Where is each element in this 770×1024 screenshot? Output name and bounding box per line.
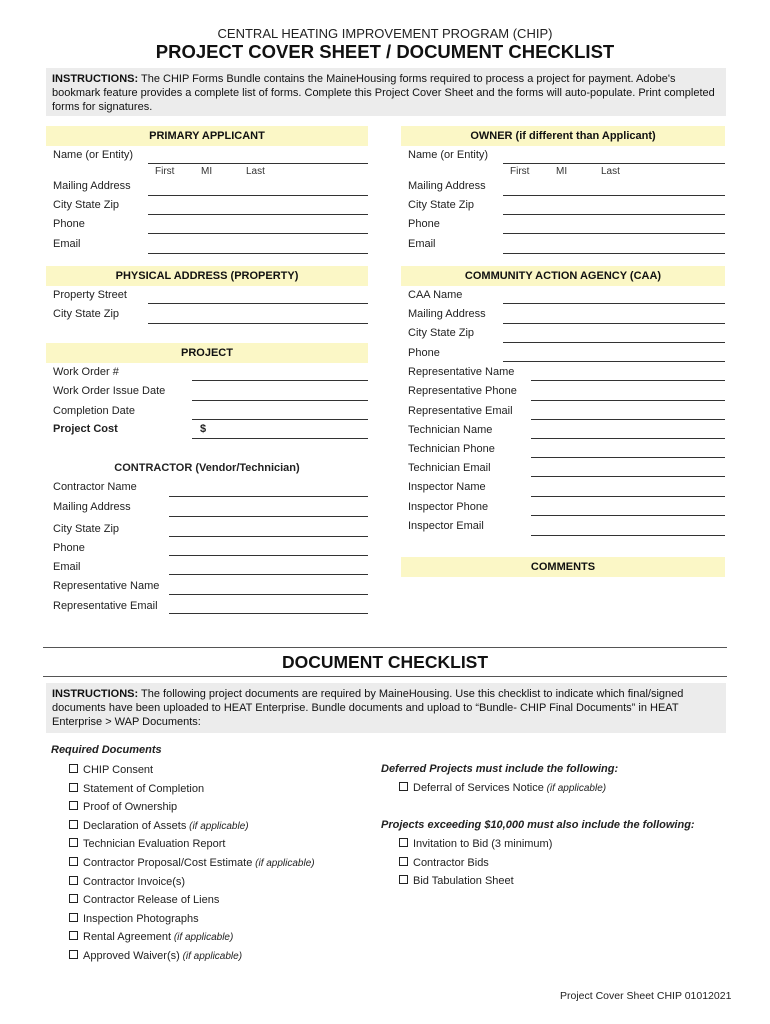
caa-tech-name-label: Technician Name (408, 424, 493, 436)
contractor-rep-name-field[interactable] (169, 594, 368, 595)
owner-name-label: Name (or Entity) (408, 149, 489, 161)
applicant-mailing-label: Mailing Address (53, 180, 131, 192)
checklist-instructions-label: INSTRUCTIONS: (52, 688, 139, 700)
property-street-label: Property Street (53, 289, 127, 301)
caa-phone-label: Phone (408, 347, 440, 359)
owner-mailing-label: Mailing Address (408, 180, 486, 192)
dollar-sign: $ (200, 423, 207, 435)
caa-city-field[interactable] (503, 342, 725, 343)
checklist-item-note: (if applicable) (179, 951, 243, 962)
property-city-field[interactable] (148, 323, 368, 324)
caa-mailing-label: Mailing Address (408, 308, 486, 320)
checklist-item[interactable] (69, 801, 177, 813)
contractor-rep-email-field[interactable] (169, 613, 368, 614)
owner-mailing-field[interactable] (503, 195, 725, 196)
checkbox[interactable] (69, 894, 78, 903)
checkbox[interactable] (69, 931, 78, 940)
applicant-email-label: Email (53, 238, 81, 250)
checklist-item-label: Declaration of Assets (83, 819, 187, 832)
contractor-rep-email-label: Representative Email (53, 600, 158, 612)
checklist-item-label: Contractor Proposal/Cost Estimate (83, 857, 253, 869)
exceeding-heading: Projects exceeding $10,000 must also include the following: (381, 819, 695, 831)
checklist-item[interactable] (69, 913, 199, 925)
checklist-item-label: Proof of Ownership (83, 801, 178, 814)
applicant-city-label: City State Zip (53, 199, 120, 211)
page-title: PROJECT COVER SHEET / DOCUMENT CHECKLIST (155, 41, 615, 62)
checklist-title: DOCUMENT CHECKLIST (281, 652, 489, 672)
owner-heading: OWNER (if different than Applicant) (401, 126, 725, 146)
caa-insp-email-label: Inspector Email (408, 520, 484, 532)
program-subtitle: CENTRAL HEATING IMPROVEMENT PROGRAM (CHIP) (217, 26, 553, 41)
checklist-instructions-text: The following project documents are required by MaineHousing. Use this checklist to indicate which final/signed documents have been uploaded to HEAT Enterprise. Bundle documents and upload to “Bundle- CHIP Final Documents” in HEAT Enterprise > WAP Documents: (52, 688, 684, 728)
comments-heading: COMMENTS (401, 557, 725, 577)
caa-phone-field[interactable] (503, 361, 725, 362)
checklist-item[interactable] (69, 950, 242, 962)
caa-tech-email-label: Technician Email (408, 462, 491, 474)
work-order-field[interactable] (192, 380, 368, 381)
checklist-item-note: (if applicable) (186, 820, 249, 832)
contractor-email-label: Email (53, 561, 81, 573)
caa-tech-phone-label: Technician Phone (408, 443, 495, 455)
checklist-item[interactable] (69, 857, 315, 869)
work-order-label: Work Order # (53, 366, 119, 378)
checklist-item-label: CHIP Consent (83, 764, 154, 776)
contractor-heading: CONTRACTOR (Vendor/Technician) (114, 462, 300, 474)
checkbox[interactable] (69, 801, 78, 810)
applicant-last-caption: Last (246, 166, 265, 177)
checklist-item[interactable] (399, 875, 514, 887)
owner-name-field[interactable] (503, 163, 725, 164)
contractor-rep-name-label: Representative Name (53, 580, 160, 592)
issue-date-field[interactable] (192, 400, 368, 401)
comments-area[interactable] (401, 578, 725, 628)
checklist-item-note: (if applicable) (171, 932, 234, 944)
owner-mi-caption: MI (556, 166, 568, 177)
owner-last-caption: Last (601, 166, 620, 177)
checkbox[interactable] (399, 875, 408, 884)
caa-name-field[interactable] (503, 303, 725, 304)
completion-date-label: Completion Date (53, 405, 135, 417)
contractor-name-label: Contractor Name (53, 481, 137, 493)
applicant-name-field[interactable] (148, 163, 368, 164)
checklist-item-label: Invitation to Bid (3 minimum) (413, 838, 553, 850)
checkbox[interactable] (69, 876, 78, 885)
checklist-item[interactable] (69, 931, 233, 943)
physical-address-heading: PHYSICAL ADDRESS (PROPERTY) (46, 266, 368, 286)
contractor-name-field[interactable] (169, 496, 368, 497)
project-cost-field[interactable] (192, 438, 368, 439)
owner-email-field[interactable] (503, 253, 725, 254)
checklist-item[interactable] (69, 764, 153, 776)
caa-insp-name-field[interactable] (531, 496, 725, 497)
checkbox[interactable] (69, 783, 78, 792)
checkbox[interactable] (69, 838, 78, 847)
caa-rep-email-label: Representative Email (408, 405, 513, 417)
applicant-city-field[interactable] (148, 214, 368, 215)
issue-date-label: Work Order Issue Date (53, 385, 166, 397)
deferred-heading: Deferred Projects must include the following: (381, 763, 619, 775)
caa-insp-email-field[interactable] (531, 535, 725, 536)
checklist-item[interactable] (69, 783, 204, 795)
checklist-item-label: Inspection Photographs (83, 912, 199, 925)
applicant-mailing-field[interactable] (148, 195, 368, 196)
checklist-item-label: Technician Evaluation Report (83, 838, 226, 851)
completion-date-field[interactable] (192, 419, 368, 420)
required-documents-heading: Required Documents (51, 744, 162, 756)
checkbox[interactable] (69, 764, 78, 773)
contractor-phone-field[interactable] (169, 555, 368, 556)
checklist-item-label: Contractor Bids (413, 856, 489, 869)
checklist-item[interactable] (399, 838, 552, 850)
applicant-phone-label: Phone (53, 218, 85, 230)
checklist-item-note: (if applicable) (252, 858, 315, 869)
checkbox[interactable] (69, 857, 78, 866)
owner-first-caption: First (510, 166, 530, 177)
checklist-item-label: Contractor Release of Liens (83, 894, 220, 907)
checklist-item[interactable] (69, 838, 225, 850)
applicant-name-label: Name (or Entity) (53, 149, 134, 161)
owner-email-label: Email (408, 238, 436, 250)
checklist-item[interactable] (69, 876, 185, 888)
caa-insp-phone-label: Inspector Phone (408, 501, 489, 513)
checklist-item[interactable] (69, 820, 249, 832)
caa-insp-name-label: Inspector Name (408, 481, 486, 493)
instructions-label: INSTRUCTIONS: (52, 73, 139, 85)
checklist-item-label: Contractor Invoice(s) (83, 875, 186, 888)
caa-insp-phone-field[interactable] (531, 515, 725, 516)
caa-tech-name-field[interactable] (531, 438, 725, 439)
contractor-mailing-field[interactable] (169, 516, 368, 517)
checklist-item-label: Statement of Completion (83, 782, 205, 795)
caa-tech-phone-field[interactable] (531, 457, 725, 458)
checklist-item-label: Rental Agreement (83, 931, 172, 944)
checklist-top-divider (43, 647, 727, 648)
contractor-mailing-label: Mailing Address (53, 501, 131, 513)
contractor-phone-label: Phone (53, 542, 85, 554)
checklist-item[interactable] (399, 857, 489, 869)
checklist-item-note: (if applicable) (543, 783, 607, 794)
caa-name-label: CAA Name (408, 289, 463, 301)
applicant-mi-caption: MI (201, 166, 213, 177)
caa-rep-name-field[interactable] (531, 380, 725, 381)
caa-rep-phone-field[interactable] (531, 400, 725, 401)
caa-tech-email-field[interactable] (531, 476, 725, 477)
checklist-bottom-divider (43, 676, 727, 677)
primary-applicant-heading: PRIMARY APPLICANT (46, 126, 368, 146)
checkbox[interactable] (399, 857, 408, 866)
applicant-email-field[interactable] (148, 253, 368, 254)
caa-city-label: City State Zip (408, 327, 475, 339)
footer-form-id: Project Cover Sheet CHIP 01012021 (560, 990, 732, 1002)
checklist-item[interactable] (399, 782, 606, 794)
owner-city-label: City State Zip (408, 199, 475, 211)
applicant-first-caption: First (155, 166, 175, 177)
checkbox[interactable] (69, 950, 78, 959)
property-street-field[interactable] (148, 303, 368, 304)
checkbox[interactable] (69, 913, 78, 922)
property-city-label: City State Zip (53, 308, 120, 320)
checkbox[interactable] (69, 820, 78, 829)
owner-phone-label: Phone (408, 218, 440, 230)
caa-rep-phone-label: Representative Phone (408, 385, 517, 397)
caa-mailing-field[interactable] (503, 323, 725, 324)
contractor-city-label: City State Zip (53, 523, 120, 535)
caa-rep-name-label: Representative Name (408, 366, 515, 378)
project-cost-label: Project Cost (53, 423, 118, 435)
contractor-email-field[interactable] (169, 574, 368, 575)
checkbox[interactable] (399, 782, 408, 791)
checklist-item-label: Bid Tabulation Sheet (413, 875, 514, 888)
checklist-instructions-box (46, 683, 726, 733)
owner-phone-field[interactable] (503, 233, 725, 234)
checklist-item-label: Deferral of Services Notice (413, 782, 544, 794)
applicant-phone-field[interactable] (148, 233, 368, 234)
project-heading: PROJECT (46, 343, 368, 363)
instructions-box (46, 68, 726, 116)
caa-rep-email-field[interactable] (531, 419, 725, 420)
checklist-item[interactable] (69, 894, 219, 906)
checkbox[interactable] (399, 838, 408, 847)
caa-heading: COMMUNITY ACTION AGENCY (CAA) (401, 266, 725, 286)
owner-city-field[interactable] (503, 214, 725, 215)
checklist-item-label: Approved Waiver(s) (83, 950, 180, 962)
contractor-city-field[interactable] (169, 536, 368, 537)
instructions-text: The CHIP Forms Bundle contains the MaineHousing forms required to process a project for payment. Adobe's bookmark feature provides a complete list of forms. Complete this Project Cover Sheet and the forms will auto-populate. Print completed forms for signatures. (52, 73, 715, 113)
